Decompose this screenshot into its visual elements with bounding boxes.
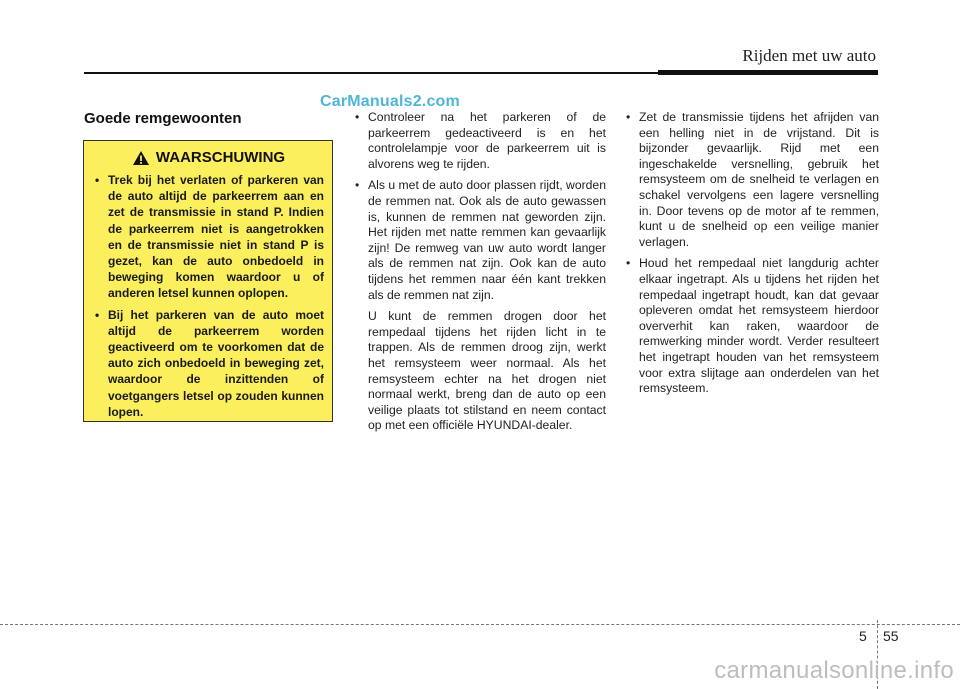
warning-list [93, 172, 324, 420]
footer-divider [0, 624, 960, 625]
header-rule-thin [84, 72, 658, 74]
list-item [354, 178, 606, 434]
paragraph: U kunt de remmen drogen door het rempedaal tijdens het rijden licht in te trappen. Als de remmen droog zijn, werkt het remsysteem weer normaal. Als het remsysteem echter na het drogen niet normaal werkt, breng dan de auto op een veilige plaats tot stilstand en neem contact op met een officiële HYUNDAI-dealer. [368, 309, 606, 433]
list-item [625, 110, 879, 250]
list-item [354, 110, 606, 172]
header-rule-thick [658, 70, 878, 75]
bullet-list [354, 110, 606, 434]
page-number: 55 [883, 628, 899, 644]
paragraph: • Houd het rempedaal niet langdurig achter elkaar ingetrapt. Als u tijdens het rijden het rempedaal ingetrapt houdt, kan dat gevaar opleveren omdat het remsysteem hierdoor oververhit kan raken, waardoor de remwerking minder wordt. Verder resulteert het ingetrapt houden van het remsysteem voor extra slijtage aan onderdelen van het remsysteem. [639, 256, 879, 396]
warning-box [83, 140, 333, 422]
section-heading: Goede remgewoonten [84, 110, 242, 127]
column-2 [354, 110, 606, 440]
bullet-list [625, 110, 879, 397]
warning-header [93, 149, 324, 166]
warning-title: WAARSCHUWING [155, 149, 286, 166]
watermark-bottom[interactable]: carmanualsonline.info [714, 657, 954, 684]
paragraph: • Controleer na het parkeren of de parkeerrem gedeactiveerd is en het controlelampje voor de parkeerrem uit is alvorens weg te rijden. [368, 110, 606, 171]
warning-item: • Bij het parkeren van de auto moet altijd de parkeerrem worden geactiveerd om te voorkomen dat de auto zich onbedoeld in beweging zet, waardoor de inzittenden of voetgangers letsel op zouden kunnen lopen. [93, 307, 324, 420]
chapter-number: 5 [859, 628, 867, 644]
paragraph: • Als u met de auto door plassen rijdt, worden de remmen nat. Ook als de auto gewassen is, kunnen de remmen nat geworden zijn. Het rijden met natte remmen kan gevaarlijk zijn! De remweg van uw auto wordt langer als de remmen nat zijn. Ook kan de auto tijdens het remmen naar één kant trekken als de remmen nat zijn. [368, 178, 606, 302]
watermark-top[interactable]: CarManuals2.com [320, 93, 460, 110]
column-3 [625, 110, 879, 403]
list-item [625, 256, 879, 396]
section-title: Rijden met uw auto [742, 46, 876, 65]
warning-item: • Trek bij het verlaten of parkeren van de auto altijd de parkeerrem aan en zet de transmissie in stand P. Indien de parkeerrem niet is aangetrokken en de transmissie niet in stand P is gezet, kan de auto onbedoeld in beweging komen waardoor u of anderen letsel kunnen oplopen. [93, 172, 324, 302]
warning-triangle-icon [132, 150, 150, 166]
paragraph: • Zet de transmissie tijdens het afrijden van een helling niet in de vrijstand. Dit is bijzonder gevaarlijk. Rijd met een ingeschakelde versnelling, gebruik het remsysteem om de snelheid te verlagen en schakel vervolgens een lagere versnelling in. Door tevens op de motor af te remmen, kunt u de snelheid op een veilige manier verlagen. [639, 110, 879, 249]
